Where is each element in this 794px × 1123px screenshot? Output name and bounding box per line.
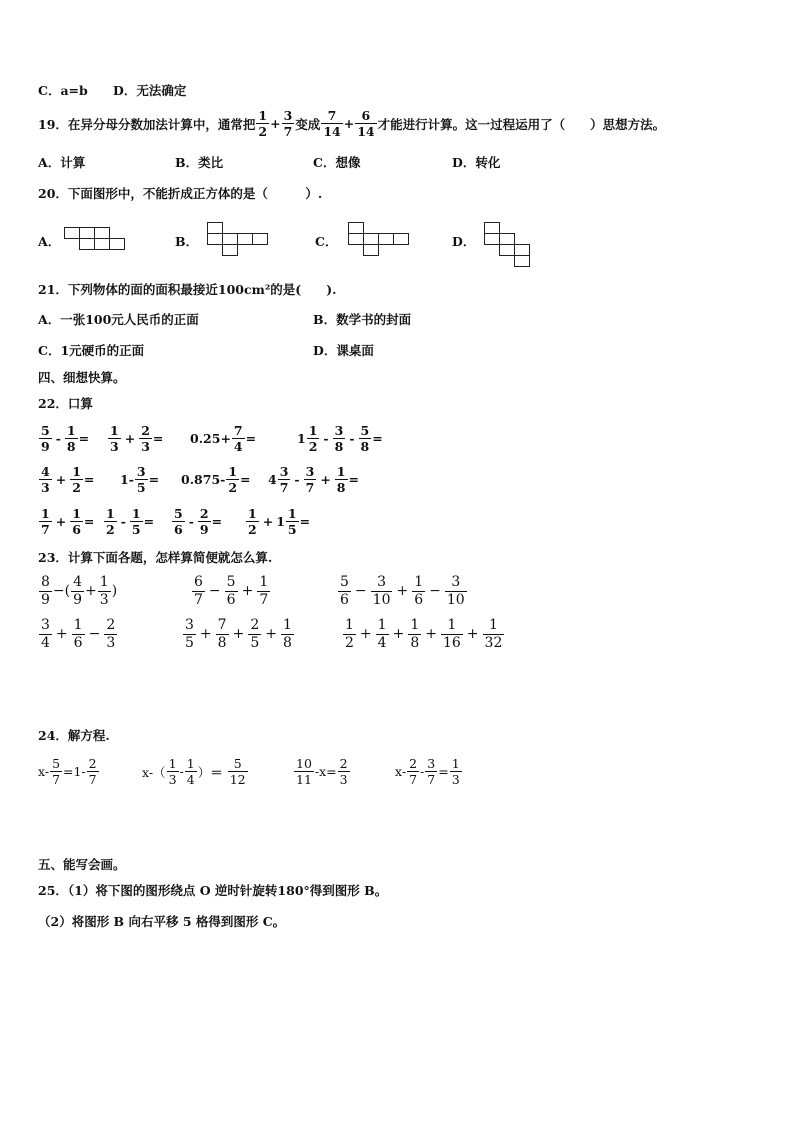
q20-label-c: C． xyxy=(315,234,338,249)
oral-calc-r1-a: $\frac{5}{9}$ - $\frac{1}{8}$ = xyxy=(41,423,90,455)
simplify-expr-5: $\frac{3}{5}$ + $\frac{7}{8}$ + $\frac{2}{5}$ + $\frac{1}{8}$ xyxy=(185,617,292,651)
q21-option-d: D．课桌面 xyxy=(313,343,374,358)
fraction: $\frac{6}{14}$ xyxy=(357,108,375,140)
fraction: $\frac{3}{7}$ xyxy=(283,108,293,140)
equation-4: x- $\frac{2}{7}$ - $\frac{3}{7}$ = $\frac{1}{3}$ xyxy=(395,756,460,788)
q19-prefix: 19．在异分母分数加法计算中，通常把 xyxy=(38,116,256,132)
simplify-expr-1: $\frac{8}{9}$ −( $\frac{4}{9}$ + $\frac{1}{3}$ ) xyxy=(41,574,118,608)
question-19-stem xyxy=(38,109,665,138)
q19-option-c: C．想像 xyxy=(313,155,361,170)
equation-1: x- $\frac{5}{7}$ =1- $\frac{2}{7}$ xyxy=(38,756,97,788)
question-23-stem: 23．计算下面各题，怎样算简便就怎么算. xyxy=(38,550,273,565)
fraction: $\frac{7}{14}$ xyxy=(323,108,341,140)
section-4-heading: 四、细想快算。 xyxy=(38,370,126,385)
equation-3: $\frac{10}{11}$ -x= $\frac{2}{3}$ xyxy=(296,756,348,788)
oral-calc-r3-c: $\frac{5}{6}$ - $\frac{2}{9}$ = xyxy=(174,506,223,538)
option-c: C．a=b xyxy=(38,83,88,98)
question-20-stem: 20．下面图形中，不能折成正方体的是（ ）. xyxy=(38,186,323,201)
q19-suffix: 才能进行计算。这一过程运用了（ ）思想方法。 xyxy=(377,116,666,132)
plus-sign: + xyxy=(343,116,355,132)
oral-calc-r1-d: 1 $\frac{1}{2}$ - $\frac{3}{8}$ - $\frac{5}{8}$ = xyxy=(297,423,383,455)
q19-option-d: D．转化 xyxy=(452,155,501,170)
q21-option-a: A．一张100元人民币的正面 xyxy=(38,312,199,327)
oral-calc-r2-d: 4 $\frac{3}{7}$ - $\frac{3}{7}$ + $\frac{1}{8}$ = xyxy=(268,464,359,496)
oral-calc-r3-a: $\frac{1}{7}$ + $\frac{1}{6}$ = xyxy=(41,506,95,538)
q19-option-a: A．计算 xyxy=(38,155,86,170)
q19-option-b: B．类比 xyxy=(175,155,224,170)
q20-label-b: B． xyxy=(175,234,199,249)
q20-label-d: D． xyxy=(452,234,476,249)
section-5-heading: 五、能写会画。 xyxy=(38,857,126,872)
oral-calc-r2-a: $\frac{4}{3}$ + $\frac{1}{2}$ = xyxy=(41,464,95,496)
simplify-expr-6: $\frac{1}{2}$ + $\frac{1}{4}$ + $\frac{1}{8}$ + $\frac{1}{16}$ + $\frac{1}{32}$ xyxy=(345,617,503,651)
question-21-stem: 21．下列物体的面的面积最接近100cm²的是( ). xyxy=(38,282,337,297)
oral-calc-r1-c: 0.25+ $\frac{7}{4}$ = xyxy=(190,423,257,455)
oral-calc-r2-b: 1- $\frac{3}{5}$ = xyxy=(120,464,160,496)
oral-calc-r3-b: $\frac{1}{2}$ - $\frac{1}{5}$ = xyxy=(106,506,155,538)
fraction: $\frac{1}{2}$ xyxy=(258,108,268,140)
q21-option-b: B．数学书的封面 xyxy=(313,312,412,327)
question-24-stem: 24．解方程. xyxy=(38,728,110,743)
option-d: D．无法确定 xyxy=(113,83,187,98)
q19-mid: 变成 xyxy=(295,116,321,132)
simplify-expr-4: $\frac{3}{4}$ + $\frac{1}{6}$ − $\frac{2}{3}$ xyxy=(41,617,116,651)
simplify-expr-3: $\frac{5}{6}$ − $\frac{3}{10}$ + $\frac{1}{6}$ − $\frac{3}{10}$ xyxy=(340,574,465,608)
question-25-part-1: 25．（1）将下图的图形绕点 O 逆时针旋转180°得到图形 B。 xyxy=(38,883,388,898)
oral-calc-r1-b: $\frac{1}{3}$ + $\frac{2}{3}$ = xyxy=(110,423,164,455)
question-25-part-2: （2）将图形 B 向右平移 5 格得到图形 C。 xyxy=(38,914,286,929)
equation-2: x-（ $\frac{1}{3}$ - $\frac{1}{4}$ ） ＝ $\frac{5}{12}$ xyxy=(142,756,246,788)
oral-calc-r3-d: $\frac{1}{2}$ + 1 $\frac{1}{5}$ = xyxy=(248,506,311,538)
oral-calc-r2-c: 0.875- $\frac{1}{2}$ = xyxy=(181,464,251,496)
question-22-stem: 22．口算 xyxy=(38,396,93,411)
simplify-expr-2: $\frac{6}{7}$ − $\frac{5}{6}$ + $\frac{1}{7}$ xyxy=(194,574,269,608)
plus-sign: + xyxy=(270,116,281,132)
q21-option-c: C．1元硬币的正面 xyxy=(38,343,145,358)
q20-label-a: A． xyxy=(38,234,61,249)
